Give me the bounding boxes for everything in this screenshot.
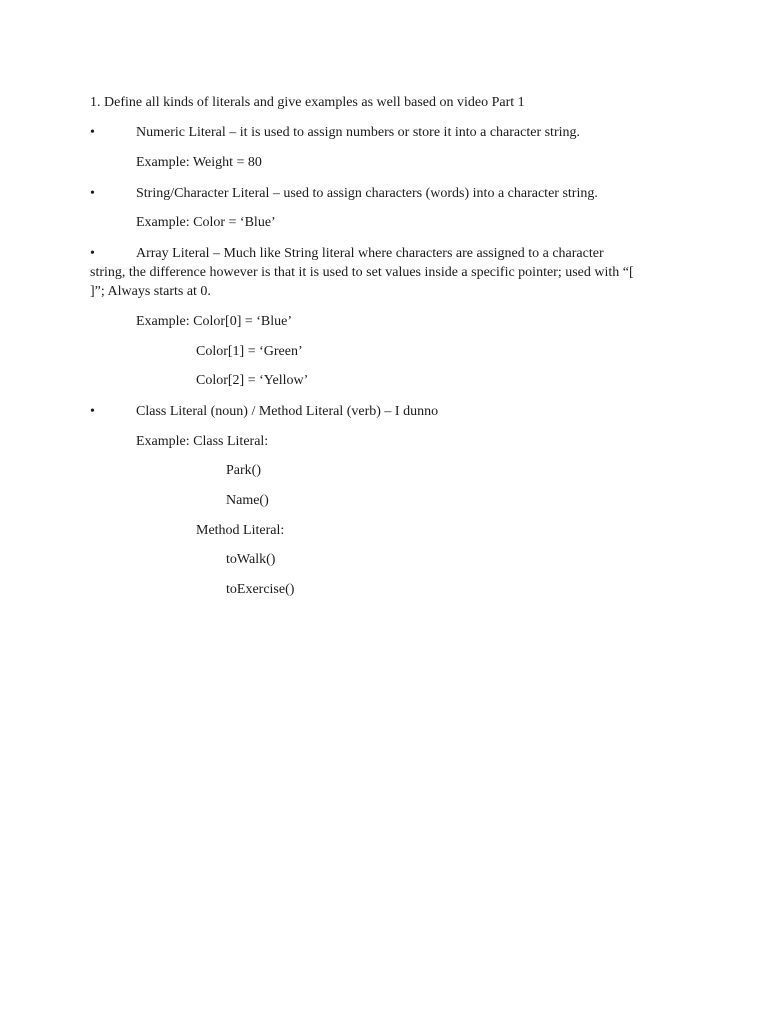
class-literal-item: Park() xyxy=(226,463,261,478)
array-literal-text-line2: string, the difference however is that it is used to set values inside a specific pointer; used with “[ xyxy=(90,265,634,280)
method-literal-label: Method Literal: xyxy=(196,523,285,538)
class-literal-example-label: Example: Class Literal: xyxy=(136,434,269,449)
array-literal-text-line1: Array Literal – Much like String literal where characters are assigned to a character xyxy=(136,246,604,261)
array-literal-text-line3: ]”; Always starts at 0. xyxy=(90,284,211,299)
numeric-literal-example: Example: Weight = 80 xyxy=(136,155,262,170)
bullet-array: • xyxy=(90,246,95,261)
array-literal-example-line2: Color[1] = ‘Green’ xyxy=(196,344,303,359)
array-literal-example-line1: Example: Color[0] = ‘Blue’ xyxy=(136,314,293,329)
class-method-literal-text: Class Literal (noun) / Method Literal (verb) – I dunno xyxy=(136,404,439,419)
array-literal-example-line3: Color[2] = ‘Yellow’ xyxy=(196,373,309,388)
bullet-string: • xyxy=(90,186,95,201)
bullet-class-method: • xyxy=(90,404,95,419)
question-heading: 1. Define all kinds of literals and give examples as well based on video Part 1 xyxy=(90,95,525,110)
string-literal-example: Example: Color = ‘Blue’ xyxy=(136,215,276,230)
numeric-literal-text: Numeric Literal – it is used to assign numbers or store it into a character string. xyxy=(136,125,580,140)
class-literal-item: Name() xyxy=(226,493,269,508)
method-literal-item: toExercise() xyxy=(226,582,295,597)
method-literal-item: toWalk() xyxy=(226,552,276,567)
bullet-numeric: • xyxy=(90,125,95,140)
string-literal-text: String/Character Literal – used to assign characters (words) into a character string. xyxy=(136,186,598,201)
